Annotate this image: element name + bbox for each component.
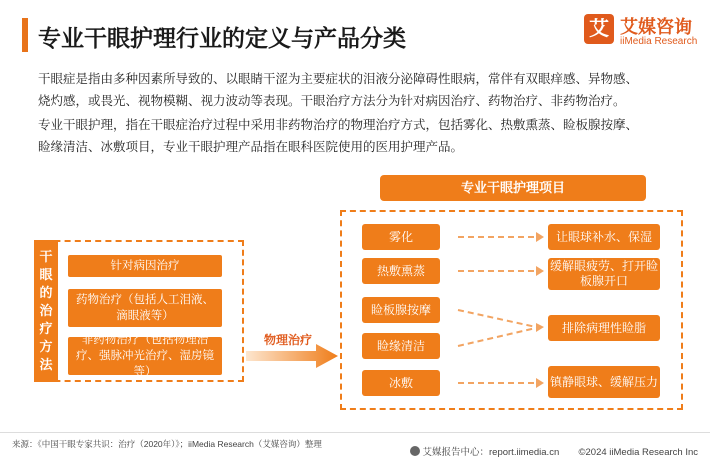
page-title: 专业干眼护理行业的定义与产品分类 xyxy=(38,25,406,51)
treatment-meibomian-massage: 睑板腺按摩 xyxy=(362,297,440,323)
paragraph-line: 专业干眼护理，指在干眼症治疗过程中采用非药物治疗的物理治疗方式，包括雾化、热敷熏蒸、睑板腺按摩、 xyxy=(38,118,639,132)
effect-hydrate: 让眼球补水、保湿 xyxy=(548,224,660,250)
connector-arrows xyxy=(440,215,550,405)
footer-report-center: 艾媒报告中心：report.iimedia.cn xyxy=(422,447,560,458)
brand-name-cn: 艾媒咨询 xyxy=(620,17,692,37)
brand-name-en: iiMedia Research xyxy=(620,36,698,47)
treatment-cold-compress: 冰敷 xyxy=(362,370,440,396)
effect-remove-meibum: 排除病理性睑脂 xyxy=(548,315,660,341)
effect-calm-eyes: 镇静眼球、缓解压力 xyxy=(548,366,660,398)
method-drug: 药物治疗（包括人工泪液、滴眼液等） xyxy=(68,289,222,327)
footer-meta xyxy=(410,444,699,458)
vertical-label-char: 干 xyxy=(39,249,53,264)
right-arrow-icon xyxy=(246,344,338,368)
treatment-methods-label xyxy=(34,240,58,382)
report-center-icon xyxy=(410,446,420,456)
paragraph-line: 烧灼感，或畏光、视物模糊、视力波动等表现。干眼治疗方法分为针对病因治疗、药物治疗、非药物治疗。 xyxy=(38,94,626,108)
vertical-label-char: 眼 xyxy=(39,267,53,282)
arrow-label: 物理治疗 xyxy=(264,333,313,347)
title-accent-bar xyxy=(22,18,28,52)
footer-copyright: ©2024 iiMedia Research Inc xyxy=(578,447,698,458)
paragraph-line: 睑缘清洁、冰敷项目，专业干眼护理产品指在眼科医院使用的医用护理产品。 xyxy=(38,140,464,154)
treatment-eyelid-cleaning: 睑缘清洁 xyxy=(362,333,440,359)
vertical-label-char: 法 xyxy=(39,357,53,372)
vertical-label-char: 的 xyxy=(39,285,53,300)
care-items-header: 专业干眼护理项目 xyxy=(380,175,646,201)
effect-relieve-fatigue: 缓解眼疲劳、打开睑板腺开口 xyxy=(549,259,658,288)
vertical-label-char: 治 xyxy=(39,303,53,318)
treatment-nebulization: 雾化 xyxy=(362,224,440,250)
vertical-label-char: 方 xyxy=(39,339,53,354)
paragraph-line: 干眼症是指由多种因素所导致的、以眼睛干涩为主要症状的泪液分泌障碍性眼病，常伴有双眼痒感、异物感、 xyxy=(38,72,639,86)
method-etiology: 针对病因治疗 xyxy=(68,255,222,277)
footer-source: 来源：《中国干眼专家共识：治疗（2020年）》；iiMedia Research（艾媒咨询）整理 xyxy=(12,439,322,449)
treatment-hot-compress: 热敷熏蒸 xyxy=(362,258,440,284)
brand-logo-icon: 艾 xyxy=(584,14,614,44)
method-non-drug: 非药物治疗（包括物理治疗、强脉冲光治疗、湿房镜等） xyxy=(68,337,222,375)
vertical-label-text xyxy=(34,248,58,374)
definition-paragraph-2 xyxy=(38,114,688,158)
definition-paragraph-1 xyxy=(38,68,688,112)
vertical-label-char: 疗 xyxy=(39,321,53,336)
footer-divider xyxy=(0,432,710,433)
